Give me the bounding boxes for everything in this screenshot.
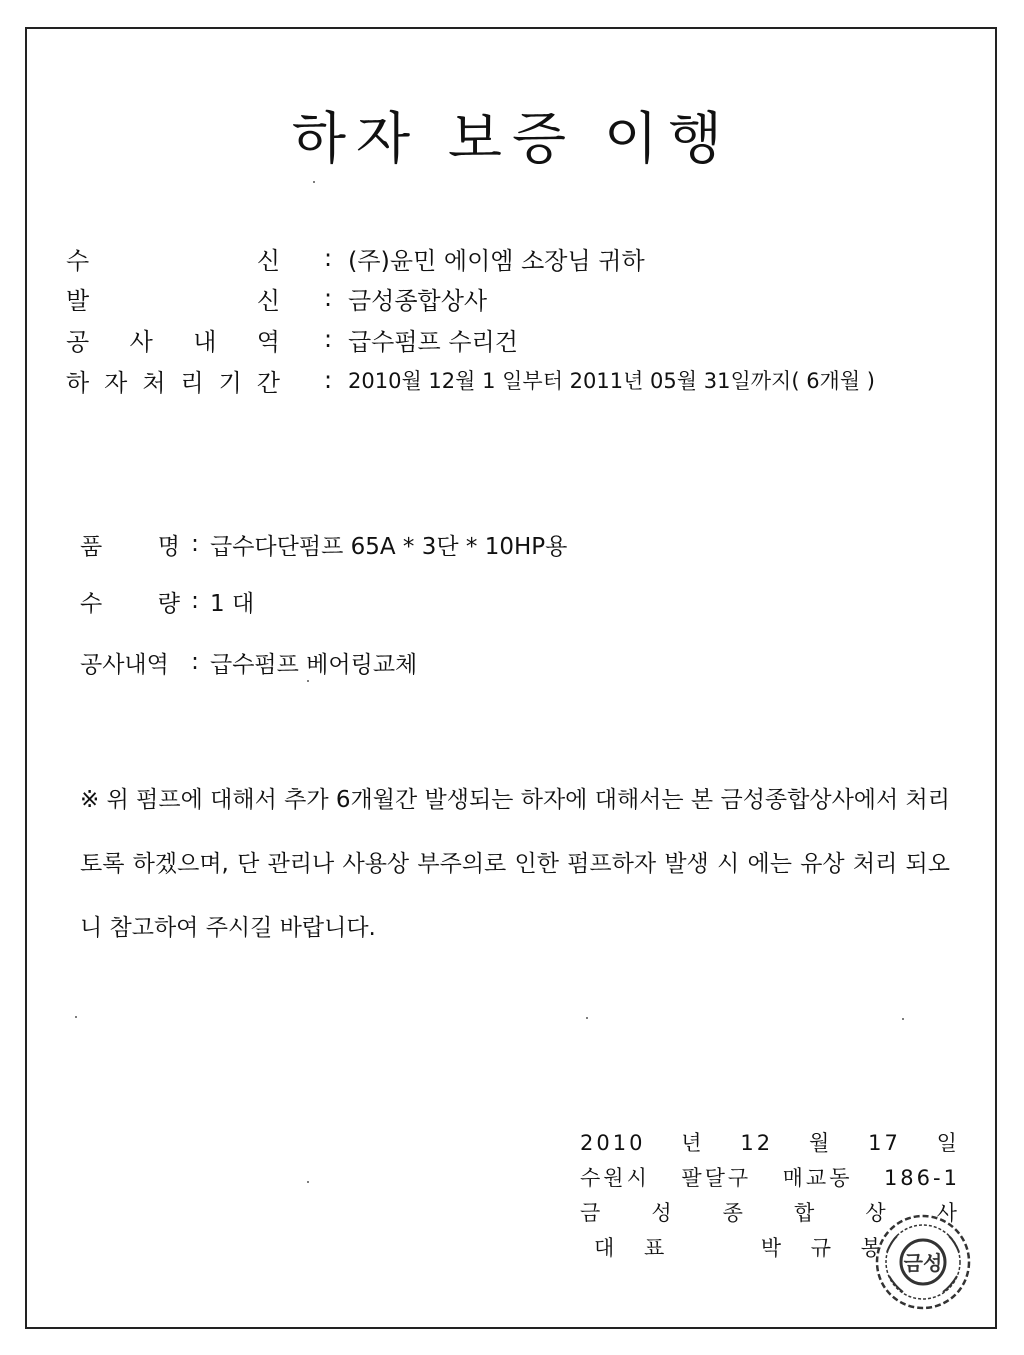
work-details-separator: : [323,325,333,353]
defect-period-label: 하 자 처 리 기 간 [66,368,280,397]
scan-speck [902,1018,904,1020]
scan-speck [586,1017,588,1019]
sender-label: 발 신 [66,286,280,315]
quantity-label: 수 량 [80,590,180,617]
recipient-row [66,241,645,275]
notice-paragraph: ※ 위 펌프에 대해서 추가 6개월간 발생되는 하자에 대해서는 본 금성종합상사에서 처리토록 하겠으며, 단 관리나 사용상 부주의로 인한 펌프하자 발생 시 에는 유상 처리 되오니 참고하여 주시길 바랍니다. [80,787,950,941]
document-title: 하자 보증 이행 [291,107,733,172]
sender-separator: : [323,284,333,312]
company-seal-icon [873,1212,973,1312]
work-details-label: 공 사 내 역 [66,327,280,356]
defect-period-separator: : [323,366,333,394]
scan-speck [307,1181,309,1183]
company-address: 수원시 팔달구 매교동 186-1 [580,1166,960,1190]
recipient-value: (주)윤민 에이엠 소장님 귀하 [348,246,645,275]
scan-speck [307,680,309,682]
company-name: 금 성 종 합 상 사 [580,1201,960,1225]
scan-speck [75,1016,77,1018]
recipient-label: 수 신 [66,246,280,275]
quantity-row [80,584,254,618]
scan-speck [313,181,315,183]
sender-value: 금성종합상사 [348,286,488,315]
work-details-row [66,322,518,356]
work-label: 공사내역 [80,651,169,678]
work-row [80,645,417,679]
work-value: 급수펌프 베어링교체 [210,651,418,678]
product-row [80,527,567,561]
defect-period-value: 2010월 12월 1 일부터 2011년 05월 31일까지( 6개월 ) [348,369,875,393]
work-separator: : [191,649,199,675]
product-value: 급수다단펌프 65A * 3단 * 10HP용 [210,533,568,560]
representative: 대 표 박 규 봉 [594,1236,884,1260]
product-label: 품 명 [80,533,180,560]
work-details-value: 급수펌프 수리건 [348,327,518,356]
quantity-value: 1 대 [210,590,255,617]
recipient-separator: : [323,244,333,272]
issue-date: 2010 년 12 월 17 일 [580,1131,960,1155]
product-separator: : [191,531,199,557]
defect-period-row [66,363,875,397]
seal-text: 금성 [903,1251,943,1275]
quantity-separator: : [191,588,199,614]
sender-row [66,281,487,315]
